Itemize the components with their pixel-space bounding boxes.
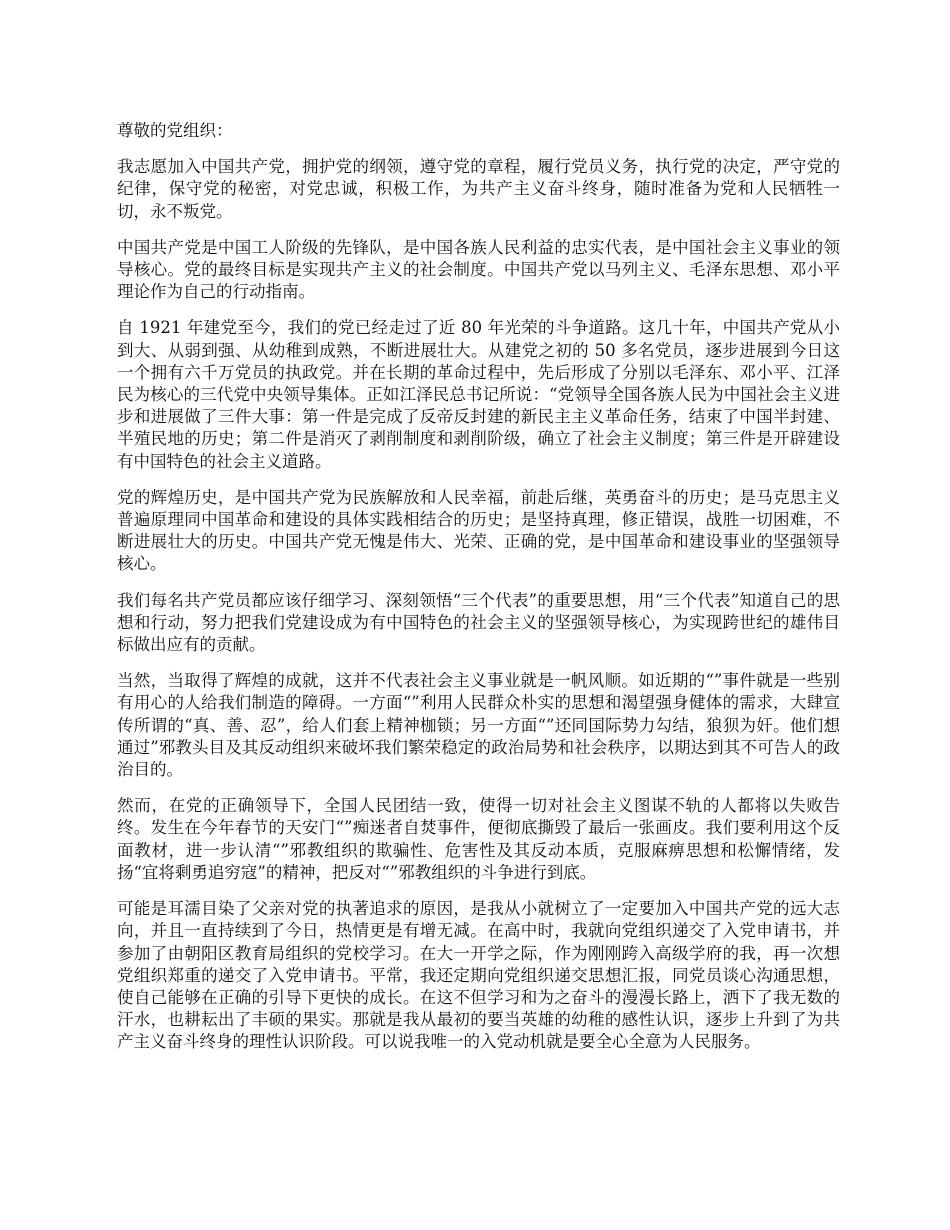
salutation: 尊敬的党组织： [117,121,233,140]
paragraph-unity: 然而，在党的正确领导下，全国人民团结一致，使得一切对社会主义图谋不轨的人都将以失败告终。发生在今年春节的天安门“”痴迷者自焚事件，便彻底撕毁了最后一张画皮。我们要利用这个反面教材，进一步认清“”邪教组织的欺骗性、危害性及其反动本质，克服麻痹思想和松懈情绪，发扬“宜将剩勇追穷寇”的精神，把反对“”邪教组织的斗争进行到底。 [117,796,840,882]
paragraph-obstacles: 当然，当取得了辉煌的成就，这并不代表社会主义事业就是一帆风顺。如近期的“”事件就是一些别有用心的人给我们制造的障碍。一方面“”利用人民群众朴实的思想和渴望强身健体的需求，大肆宣传所谓的“真、善、忍”，给人们套上精神枷锁；另一方面“”还同国际势力勾结，狼狈为奸。他们想通过”邪教头目及其反动组织来破坏我们繁荣稳定的政治局势和社会秩序，以期达到其不可告人的政治目的。 [117,671,840,780]
document-body [117,120,840,1068]
paragraph-party-history: 自 1921 年建党至今，我们的党已经走过了近 80 年光荣的斗争道路。这几十年，中国共产党从小到大、从弱到强、从幼稚到成熟，不断进展壮大。从建党之初的 50 多名党员，逐步进展到今日这一个拥有六千万党员的执政党。并在长期的革命过程中，先后形成了分别以毛泽东、邓小平、江泽民为核心的三代党中央领导集体。正如江泽民总书记所说：“党领导全国各族人民为中国社会主义进步和进展做了三件大事：第一件是完成了反帝反封建的新民主主义革命任务，结束了中国半封建、半殖民地的历史；第二件是消灭了剥削制度和剥削阶级，确立了社会主义制度；第三件是开辟建设有中国特色的社会主义道路。 [117,318,840,471]
paragraph-three-represents: 我们每名共产党员都应该仔细学习、深刻领悟“三个代表”的重要思想，用“三个代表”知道自己的思想和行动，努力把我们党建设成为有中国特色的社会主义的坚强领导核心，为实现跨世纪的雄伟目标做出应有的贡献。 [117,590,840,655]
paragraph-party-nature: 中国共产党是中国工人阶级的先锋队，是中国各族人民利益的忠实代表，是中国社会主义事业的领导核心。党的最终目标是实现共产主义的社会制度。中国共产党以马列主义、毛泽东思想、邓小平理论作为自己的行动指南。 [117,237,840,302]
paragraph-oath: 我志愿加入中国共产党，拥护党的纲领，遵守党的章程，履行党员义务，执行党的决定，严守党的纪律，保守党的秘密，对党忠诚，积极工作，为共产主义奋斗终身，随时准备为党和人民牺牲一切，永不叛党。 [117,157,840,221]
paragraph-personal-motivation: 可能是耳濡目染了父亲对党的执著追求的原因，是我从小就树立了一定要加入中国共产党的远大志向，并且一直持续到了今日，热情更是有增无减。在高中时，我就向党组织递交了入党申请书，并参加了由朝阳区教育局组织的党校学习。在大一开学之际，作为刚刚跨入高级学府的我，再一次想党组织郑重的递交了入党申请书。平常，我还定期向党组织递交思想汇报，同党员谈心沟通思想，使自己能够在正确的引导下更快的成长。在这不但学习和为之奋斗的漫漫长路上，洒下了我无数的汗水，也耕耘出了丰硕的果实。那就是我从最初的要当英雄的幼稚的感性认识，逐步上升到了为共产主义奋斗终身的理性认识阶段。可以说我唯一的入党动机就是要全心全意为人民服务。 [117,899,840,1052]
paragraph-glorious-history: 党的辉煌历史，是中国共产党为民族解放和人民幸福，前赴后继，英勇奋斗的历史；是马克思主义普遍原理同中国革命和建设的具体实践相结合的历史；是坚持真理，修正错误，战胜一切困难，不断进展壮大的历史。中国共产党无愧是伟大、光荣、正确的党，是中国革命和建设事业的坚强领导核心。 [117,487,840,574]
